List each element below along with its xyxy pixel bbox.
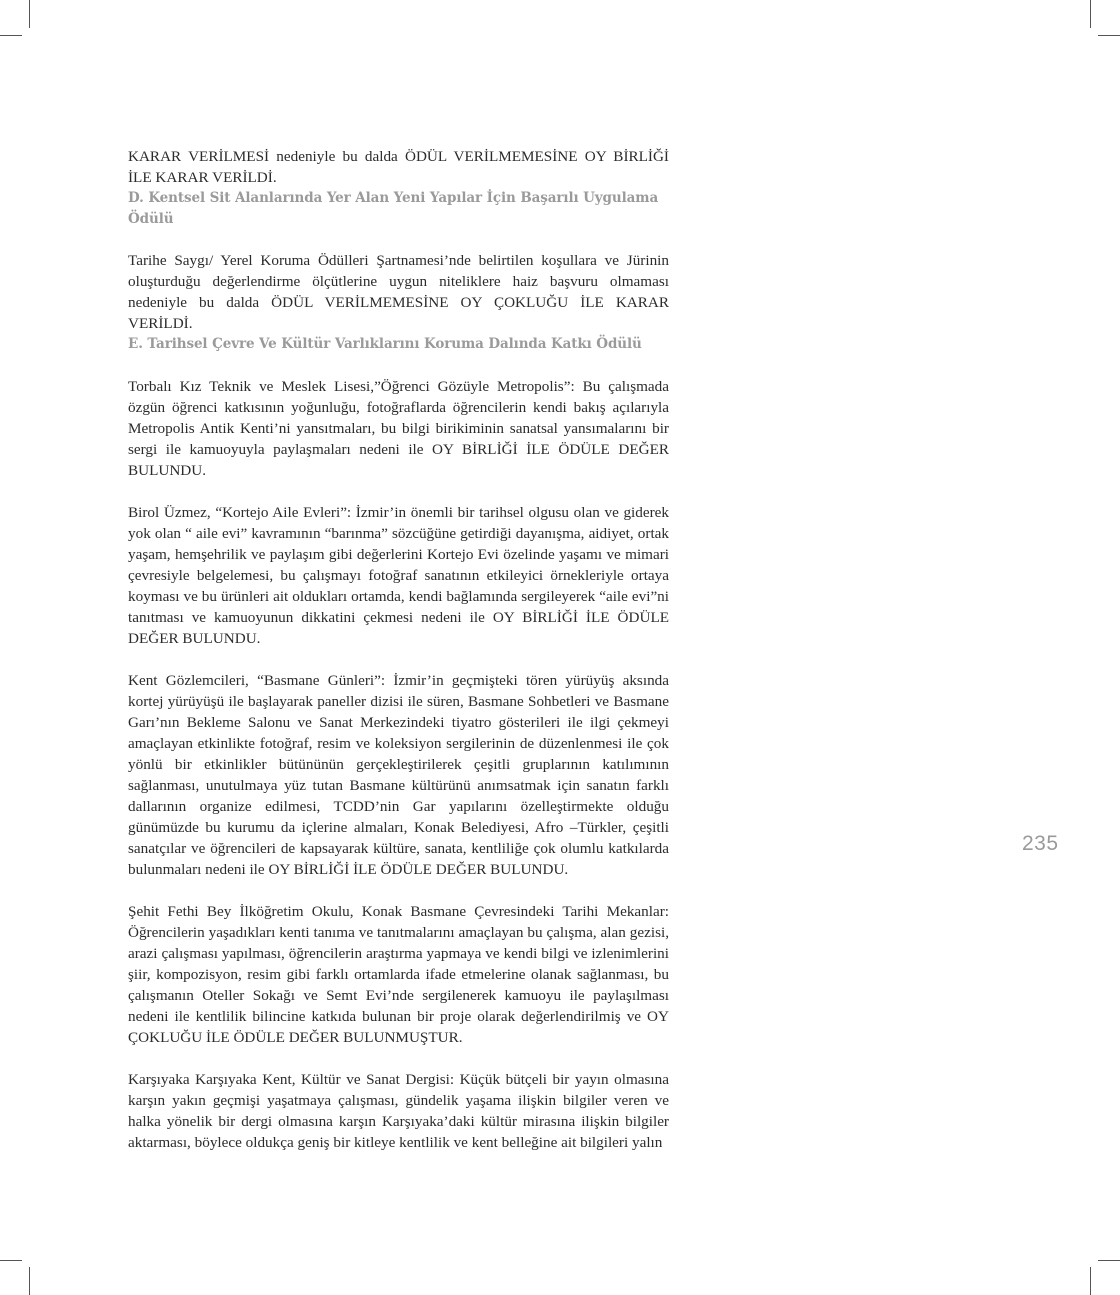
crop-mark-top-right-h xyxy=(1098,35,1120,36)
crop-mark-bottom-right xyxy=(1090,1267,1091,1295)
paragraph-torbali: Torbalı Kız Teknik ve Meslek Lisesi,”Öğrenci Gözüyle Metropolis”: Bu çalışmada özgün öğrenci katkısının yoğunluğu, fotoğraflarda öğrencilerin kendi bakış açılarıyla Metropolis Antik Kenti’ni yansıtmaları, bu bilgi birikiminin sanatsal yansımalarını bir sergi ile kamuoyuyla paylaşmaları nedeni ile OY BİRLİĞİ İLE ÖDÜLE DEĞER BULUNDU. xyxy=(128,378,669,479)
crop-mark-top-right xyxy=(1090,0,1091,28)
page-body xyxy=(128,146,669,1153)
crop-mark-bottom-left-h xyxy=(0,1260,22,1261)
crop-mark-top-left-h xyxy=(0,35,22,36)
crop-mark-top-left xyxy=(29,0,30,28)
crop-mark-bottom-right-h xyxy=(1098,1260,1120,1261)
section-heading-d: D. Kentsel Sit Alanlarında Yer Alan Yeni Yapılar İçin Başarılı Uygulama Ödülü xyxy=(128,190,659,227)
paragraph-kent-gozlemcileri: Kent Gözlemcileri, “Basmane Günleri”: İzmir’in geçmişteki tören yürüyüş aksında kortej yürüyüşü ile başlayarak paneller dizisi ile süren, Basmane Sohbetleri ve Basmane Garı’nın Bekleme Salonu ve Sanat Merkezindeki tiyatro gösterileri ile ilgi çekmeyi amaçlayan etkinlikte fotoğraf, resim ve koleksiyon sergilerinin de düzenlenmesi ile çok yönlü bir etkinlikler bütününün gerçekleştirilerek çeşitli gruplarının katılımının sağlanması, unutulmaya yüz tutan Basmane kültürünü anımsatmak için sanatın farklı dallarının organize edilmesi, TCDD’nin Gar yapılarını özelleştirmekte olduğu günümüzde bu kurumu da içlerine almaları, Konak Belediyesi, Afro –Türkler, çeşitli sanatçılar ve öğrencileri de kapsayarak kültüre, sanata, kentliliğe çok olumlu katkılarda bulunmaları nedeni ile OY BİRLİĞİ İLE ÖDÜLE DEĞER BULUNDU. xyxy=(128,672,669,878)
paragraph-sehit-fethi-bey: Şehit Fethi Bey İlköğretim Okulu, Konak Basmane Çevresindeki Tarihi Mekanlar: Öğrencilerin yaşadıkları kenti tanıma ve tanıtmalarını amaçlayan bu çalışma, alan gezisi, arazi çalışması yapılması, öğrencilerin araştırma yapmaya ve kendi bilgi ve izlenimlerini şiir, kompozisyon, resim gibi farklı ortamlarda ifade etmelerine olanak sağlanması, bu çalışmanın Oteller Sokağı ve Semt Evi’nde sergilenerek kamuoyu ile paylaşılması nedeni ile kentlilik bilincine katkıda bulunan bir proje olarak değerlendirilmiş ve OY ÇOKLUĞU İLE ÖDÜLE DEĞER BULUNMUŞTUR. xyxy=(128,903,669,1046)
paragraph-karsiyaka: Karşıyaka Karşıyaka Kent, Kültür ve Sanat Dergisi: Küçük bütçeli bir yayın olmasına karşın yakın geçmişi yaşatmaya çalışması, gündelik yaşama ilişkin bilgiler veren ve halka yönelik bir dergi olmasına karşın Karşıyaka’daki kültür mirasına ilişkin bilgiler aktarması, böylece oldukça geniş bir kitleye kentlilik ve kent belleğine ait bilgileri yalın xyxy=(128,1071,669,1151)
paragraph-section-d: Tarihe Saygı/ Yerel Koruma Ödülleri Şartnamesi’nde belirtilen koşullara ve Jürinin oluşturduğu değerlendirme ölçütlerine uygun niteliklere haiz başvuru olmaması nedeniyle bu dalda ÖDÜL VERİLMEMESİNE OY ÇOKLUĞU İLE KARAR VERİLDİ. xyxy=(128,252,669,332)
section-heading-e: E. Tarihsel Çevre Ve Kültür Varlıklarını Koruma Dalında Katkı Ödülü xyxy=(128,336,642,352)
crop-mark-bottom-left xyxy=(29,1267,30,1295)
page-number: 235 xyxy=(1022,832,1059,855)
paragraph-birol-uzmez: Birol Üzmez, “Kortejo Aile Evleri”: İzmir’in önemli bir tarihsel olgusu olan ve giderek yok olan “ aile evi” kavramının “barınma” sözcüğüne getirdiği dayanışma, aidiyet, ortak yaşam, hemşehrilik ve paylaşım gibi değerlerini Kortejo Evi özelinde yaşamı ve mimari çevresiyle belgelemesi, bu çalışmayı fotoğraf sanatının etkileyici örnekleriyle ortaya koyması ve bu ürünleri ait oldukları ortamda, kendi bağlamında sergileyerek “aile evi”ni tanıtması ve kamuoyunun dikkatini çekmesi nedeni ile OY BİRLİĞİ İLE ÖDÜLE DEĞER BULUNDU. xyxy=(128,504,669,647)
paragraph-decision-continued: KARAR VERİLMESİ nedeniyle bu dalda ÖDÜL VERİLMEMESİNE OY BİRLİĞİ İLE KARAR VERİLDİ. xyxy=(128,148,669,186)
